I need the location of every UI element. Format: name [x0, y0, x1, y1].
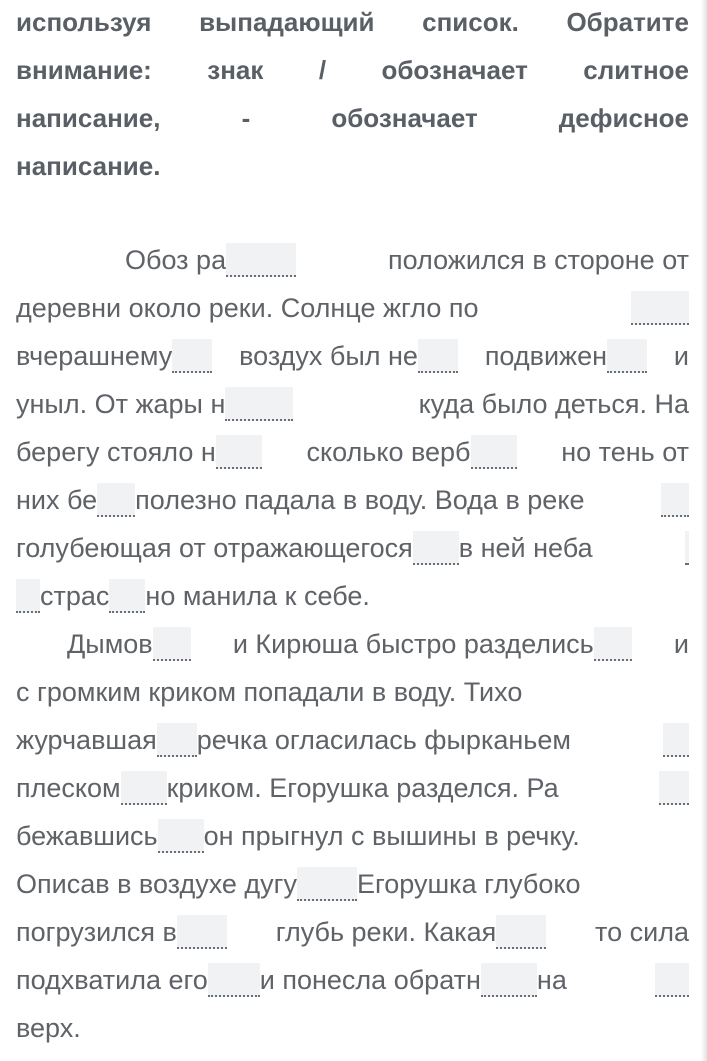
text-fragment: полезно падала в воду. Вода в реке: [135, 485, 585, 515]
text-fragment: в ней неба: [458, 533, 593, 563]
text-fragment: воздух был не: [239, 341, 418, 371]
text-fragment: криком. Егорушка разделся. Ра: [166, 773, 559, 803]
blank-dropdown[interactable]: [226, 243, 296, 277]
instruction-line-2: [16, 46, 689, 94]
blank-dropdown[interactable]: [418, 339, 458, 373]
text-fragment: берегу стояло н: [16, 437, 216, 467]
text-line-3: [16, 332, 689, 380]
text-fragment: и: [673, 341, 689, 371]
instruction-word: -: [241, 103, 251, 133]
text-line-16: [16, 956, 689, 1004]
text-line-15: [16, 908, 689, 956]
blank-dropdown[interactable]: [177, 915, 227, 949]
blank-dropdown[interactable]: [297, 867, 357, 901]
text-line-4: [16, 380, 689, 428]
text-fragment: погрузился в: [16, 917, 177, 947]
text-fragment: и Кирюша быстро разделись: [232, 629, 594, 659]
blank-dropdown[interactable]: [216, 435, 262, 469]
text-fragment: сколько верб: [306, 437, 471, 467]
instruction-line-3: [16, 94, 689, 142]
text-fragment: деревни около реки. Солнце жгло по: [16, 293, 479, 323]
instruction-word: внимание:: [16, 55, 152, 85]
blank-dropdown[interactable]: [121, 771, 167, 805]
text-line-17: [16, 1004, 689, 1052]
instruction-word: обозначает: [381, 55, 528, 85]
text-fragment: бежавшись: [16, 821, 158, 851]
text-line-10: [16, 668, 689, 716]
instruction-line-1: [16, 0, 689, 46]
text-fragment: на: [536, 965, 567, 995]
blank-dropdown[interactable]: [663, 723, 689, 757]
text-fragment: Обоз ра: [125, 245, 227, 275]
instruction-word: выпадающий: [199, 7, 375, 37]
text-fragment: Описав в воздухе дугу: [16, 869, 298, 899]
text-fragment: положился в стороне от: [387, 245, 689, 275]
text-line-9: [67, 620, 689, 668]
instruction-word: список.: [422, 7, 519, 37]
text-fragment: уныл. От жары н: [16, 389, 226, 419]
blank-dropdown[interactable]: [481, 963, 537, 997]
text-fragment: вчерашнему: [16, 341, 173, 371]
text-fragment: глубь реки. Какая: [275, 917, 497, 947]
text-fragment: подхватила его: [16, 965, 208, 995]
text-fragment: журчавшая: [16, 725, 157, 755]
instruction-word: Обратите: [566, 7, 689, 37]
blank-dropdown[interactable]: [157, 723, 197, 757]
text-line-8: [16, 572, 689, 620]
text-fragment: он прыгнул с вышины в речку.: [203, 821, 580, 851]
text-line-2: [16, 284, 689, 332]
blank-dropdown[interactable]: [158, 819, 204, 853]
text-fragment: Егорушка глубоко: [357, 869, 581, 899]
text-line-12: [16, 764, 689, 812]
text-fragment: с громким криком попадали в воду. Тихо: [16, 677, 523, 707]
text-line-5: [16, 428, 689, 476]
blank-dropdown[interactable]: [685, 531, 689, 565]
blank-dropdown[interactable]: [97, 483, 135, 517]
text-line-1: [125, 236, 689, 284]
text-fragment: верх.: [16, 1013, 81, 1043]
blank-dropdown[interactable]: [607, 339, 647, 373]
blank-dropdown[interactable]: [594, 627, 632, 661]
text-fragment: страс: [40, 581, 110, 611]
text-line-14: [16, 860, 689, 908]
blank-dropdown[interactable]: [631, 291, 689, 325]
blank-dropdown[interactable]: [109, 579, 145, 613]
instruction-line-4: [16, 142, 689, 190]
text-fragment: но манила к себе.: [145, 581, 370, 611]
text-fragment: голубеющая от отражающегося: [16, 533, 413, 563]
text-fragment: речка огласилась фырканьем: [196, 725, 571, 755]
text-fragment: подвижен: [484, 341, 608, 371]
instruction-word: написание,: [16, 103, 161, 133]
blank-dropdown[interactable]: [208, 963, 260, 997]
blank-dropdown[interactable]: [655, 963, 689, 997]
instruction-word: слитное: [583, 55, 689, 85]
instruction-word: дефисное: [558, 103, 689, 133]
instruction-word: знак: [207, 55, 264, 85]
blank-dropdown[interactable]: [496, 915, 546, 949]
instruction-word: обозначает: [331, 103, 478, 133]
text-line-7: [16, 524, 689, 572]
text-fragment: куда было деться. На: [418, 389, 689, 419]
blank-dropdown[interactable]: [172, 339, 212, 373]
blank-dropdown[interactable]: [153, 627, 191, 661]
text-line-11: [16, 716, 689, 764]
blank-dropdown[interactable]: [225, 387, 293, 421]
instruction-word: написание.: [16, 151, 161, 181]
text-fragment: то сила: [595, 917, 689, 947]
text-line-13: [16, 812, 689, 860]
blank-dropdown[interactable]: [16, 579, 40, 613]
blank-dropdown[interactable]: [661, 483, 689, 517]
text-fragment: и понесла обратн: [259, 965, 481, 995]
blank-dropdown[interactable]: [659, 771, 689, 805]
text-fragment: и: [673, 629, 689, 659]
instruction-word: /: [318, 55, 327, 85]
text-fragment: Дымов: [67, 629, 153, 659]
text-fragment: но тень от: [561, 437, 689, 467]
blank-dropdown[interactable]: [471, 435, 517, 469]
text-fragment: них бе: [16, 485, 98, 515]
instruction-word: используя: [16, 7, 152, 37]
blank-dropdown[interactable]: [413, 531, 459, 565]
scroll-edge: [701, 0, 707, 1061]
text-fragment: плеском: [16, 773, 121, 803]
text-line-6: [16, 476, 689, 524]
